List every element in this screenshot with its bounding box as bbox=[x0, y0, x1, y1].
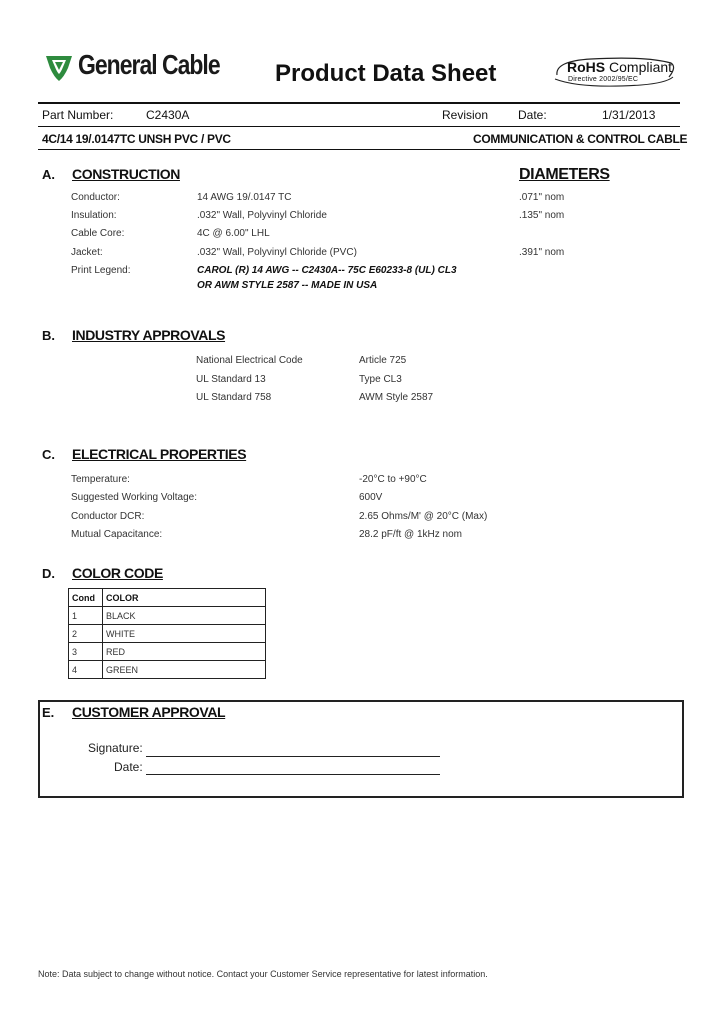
section-d-title: COLOR CODE bbox=[72, 565, 163, 581]
approval-name: National Electrical Code bbox=[196, 355, 303, 366]
approval-value: Type CL3 bbox=[359, 374, 402, 385]
diameters-title: DIAMETERS bbox=[519, 166, 610, 183]
shield-icon bbox=[44, 53, 74, 83]
cond-cell: 3 bbox=[69, 643, 103, 661]
cable-category: COMMUNICATION & CONTROL CABLE bbox=[473, 132, 688, 146]
approval-date-line[interactable] bbox=[146, 774, 440, 775]
rohs-badge bbox=[551, 55, 677, 89]
footer-note: Note: Data subject to change without notice. Contact your Customer Service representative for latest information. bbox=[38, 969, 488, 979]
table-row bbox=[69, 625, 266, 643]
section-a-letter: A. bbox=[42, 167, 55, 182]
approval-value: AWM Style 2587 bbox=[359, 392, 434, 403]
print-legend-line-2: OR AWM STYLE 2587 -- MADE IN USA bbox=[197, 280, 378, 291]
dcr-value: 2.65 Ohms/M' @ 20°C (Max) bbox=[359, 511, 488, 522]
rohs-title-rest: Compliant bbox=[609, 59, 673, 75]
section-c-title: ELECTRICAL PROPERTIES bbox=[72, 446, 247, 462]
conductor-diameter: .071" nom bbox=[519, 192, 565, 203]
column-header-color: COLOR bbox=[103, 589, 266, 607]
dcr-label: Conductor DCR: bbox=[71, 511, 145, 522]
page-title: Product Data Sheet bbox=[275, 60, 497, 87]
table-row bbox=[69, 661, 266, 679]
signature-line[interactable] bbox=[146, 756, 440, 757]
voltage-value: 600V bbox=[359, 492, 383, 503]
cable-description: 4C/14 19/.0147TC UNSH PVC / PVC bbox=[42, 132, 231, 146]
cable-core-label: Cable Core: bbox=[71, 228, 125, 239]
header-rule-top bbox=[38, 102, 680, 104]
signature-label: Signature: bbox=[88, 741, 143, 755]
color-cell: GREEN bbox=[103, 661, 266, 679]
header-rule-mid bbox=[38, 126, 680, 127]
insulation-diameter: .135" nom bbox=[519, 210, 565, 221]
print-legend-line-1: CAROL (R) 14 AWG -- C2430A-- 75C E60233-8 (UL) CL3 bbox=[197, 265, 457, 276]
cond-cell: 4 bbox=[69, 661, 103, 679]
color-cell: RED bbox=[103, 643, 266, 661]
table-row bbox=[69, 643, 266, 661]
date-value: 1/31/2013 bbox=[602, 108, 656, 122]
jacket-label: Jacket: bbox=[71, 247, 103, 258]
brand-logo bbox=[44, 49, 224, 86]
part-number-label: Part Number: bbox=[42, 108, 114, 122]
table-row bbox=[69, 607, 266, 625]
section-b-letter: B. bbox=[42, 328, 55, 343]
approval-name: UL Standard 13 bbox=[196, 374, 266, 385]
insulation-value: .032" Wall, Polyvinyl Chloride bbox=[197, 210, 327, 221]
print-legend-label: Print Legend: bbox=[71, 265, 131, 276]
revision-label: Revision bbox=[442, 108, 489, 122]
conductor-value: 14 AWG 19/.0147 TC bbox=[197, 192, 292, 203]
conductor-label: Conductor: bbox=[71, 192, 120, 203]
customer-approval-box bbox=[38, 700, 684, 798]
capacitance-value: 28.2 pF/ft @ 1kHz nom bbox=[359, 529, 462, 540]
part-number-value: C2430A bbox=[146, 108, 190, 122]
rohs-title-bold: RoHS bbox=[567, 59, 606, 75]
voltage-label: Suggested Working Voltage: bbox=[71, 492, 198, 503]
cable-core-value: 4C @ 6.00" LHL bbox=[197, 228, 270, 239]
section-b-title: INDUSTRY APPROVALS bbox=[72, 327, 226, 343]
section-c-letter: C. bbox=[42, 447, 55, 462]
table-header-row bbox=[69, 589, 266, 607]
capacitance-label: Mutual Capacitance: bbox=[71, 529, 163, 540]
header-rule-bottom bbox=[38, 149, 680, 150]
color-cell: BLACK bbox=[103, 607, 266, 625]
cond-cell: 2 bbox=[69, 625, 103, 643]
temperature-value: -20°C to +90°C bbox=[359, 474, 427, 485]
color-cell: WHITE bbox=[103, 625, 266, 643]
section-d-letter: D. bbox=[42, 566, 55, 581]
approval-date-label: Date: bbox=[114, 760, 143, 774]
approval-name: UL Standard 758 bbox=[196, 392, 272, 403]
brand-name: General Cable bbox=[78, 49, 220, 80]
column-header-cond: Cond bbox=[69, 589, 103, 607]
date-label: Date: bbox=[518, 108, 547, 122]
cond-cell: 1 bbox=[69, 607, 103, 625]
approval-value: Article 725 bbox=[359, 355, 407, 366]
section-e-letter: E. bbox=[42, 705, 55, 720]
section-a-title: CONSTRUCTION bbox=[72, 166, 180, 182]
color-code-table bbox=[68, 588, 266, 679]
jacket-diameter: .391" nom bbox=[519, 247, 565, 258]
section-e-title: CUSTOMER APPROVAL bbox=[72, 704, 226, 720]
jacket-value: .032" Wall, Polyvinyl Chloride (PVC) bbox=[197, 247, 357, 258]
insulation-label: Insulation: bbox=[71, 210, 117, 221]
rohs-directive: Directive 2002/95/EC bbox=[568, 76, 639, 83]
temperature-label: Temperature: bbox=[71, 474, 130, 485]
